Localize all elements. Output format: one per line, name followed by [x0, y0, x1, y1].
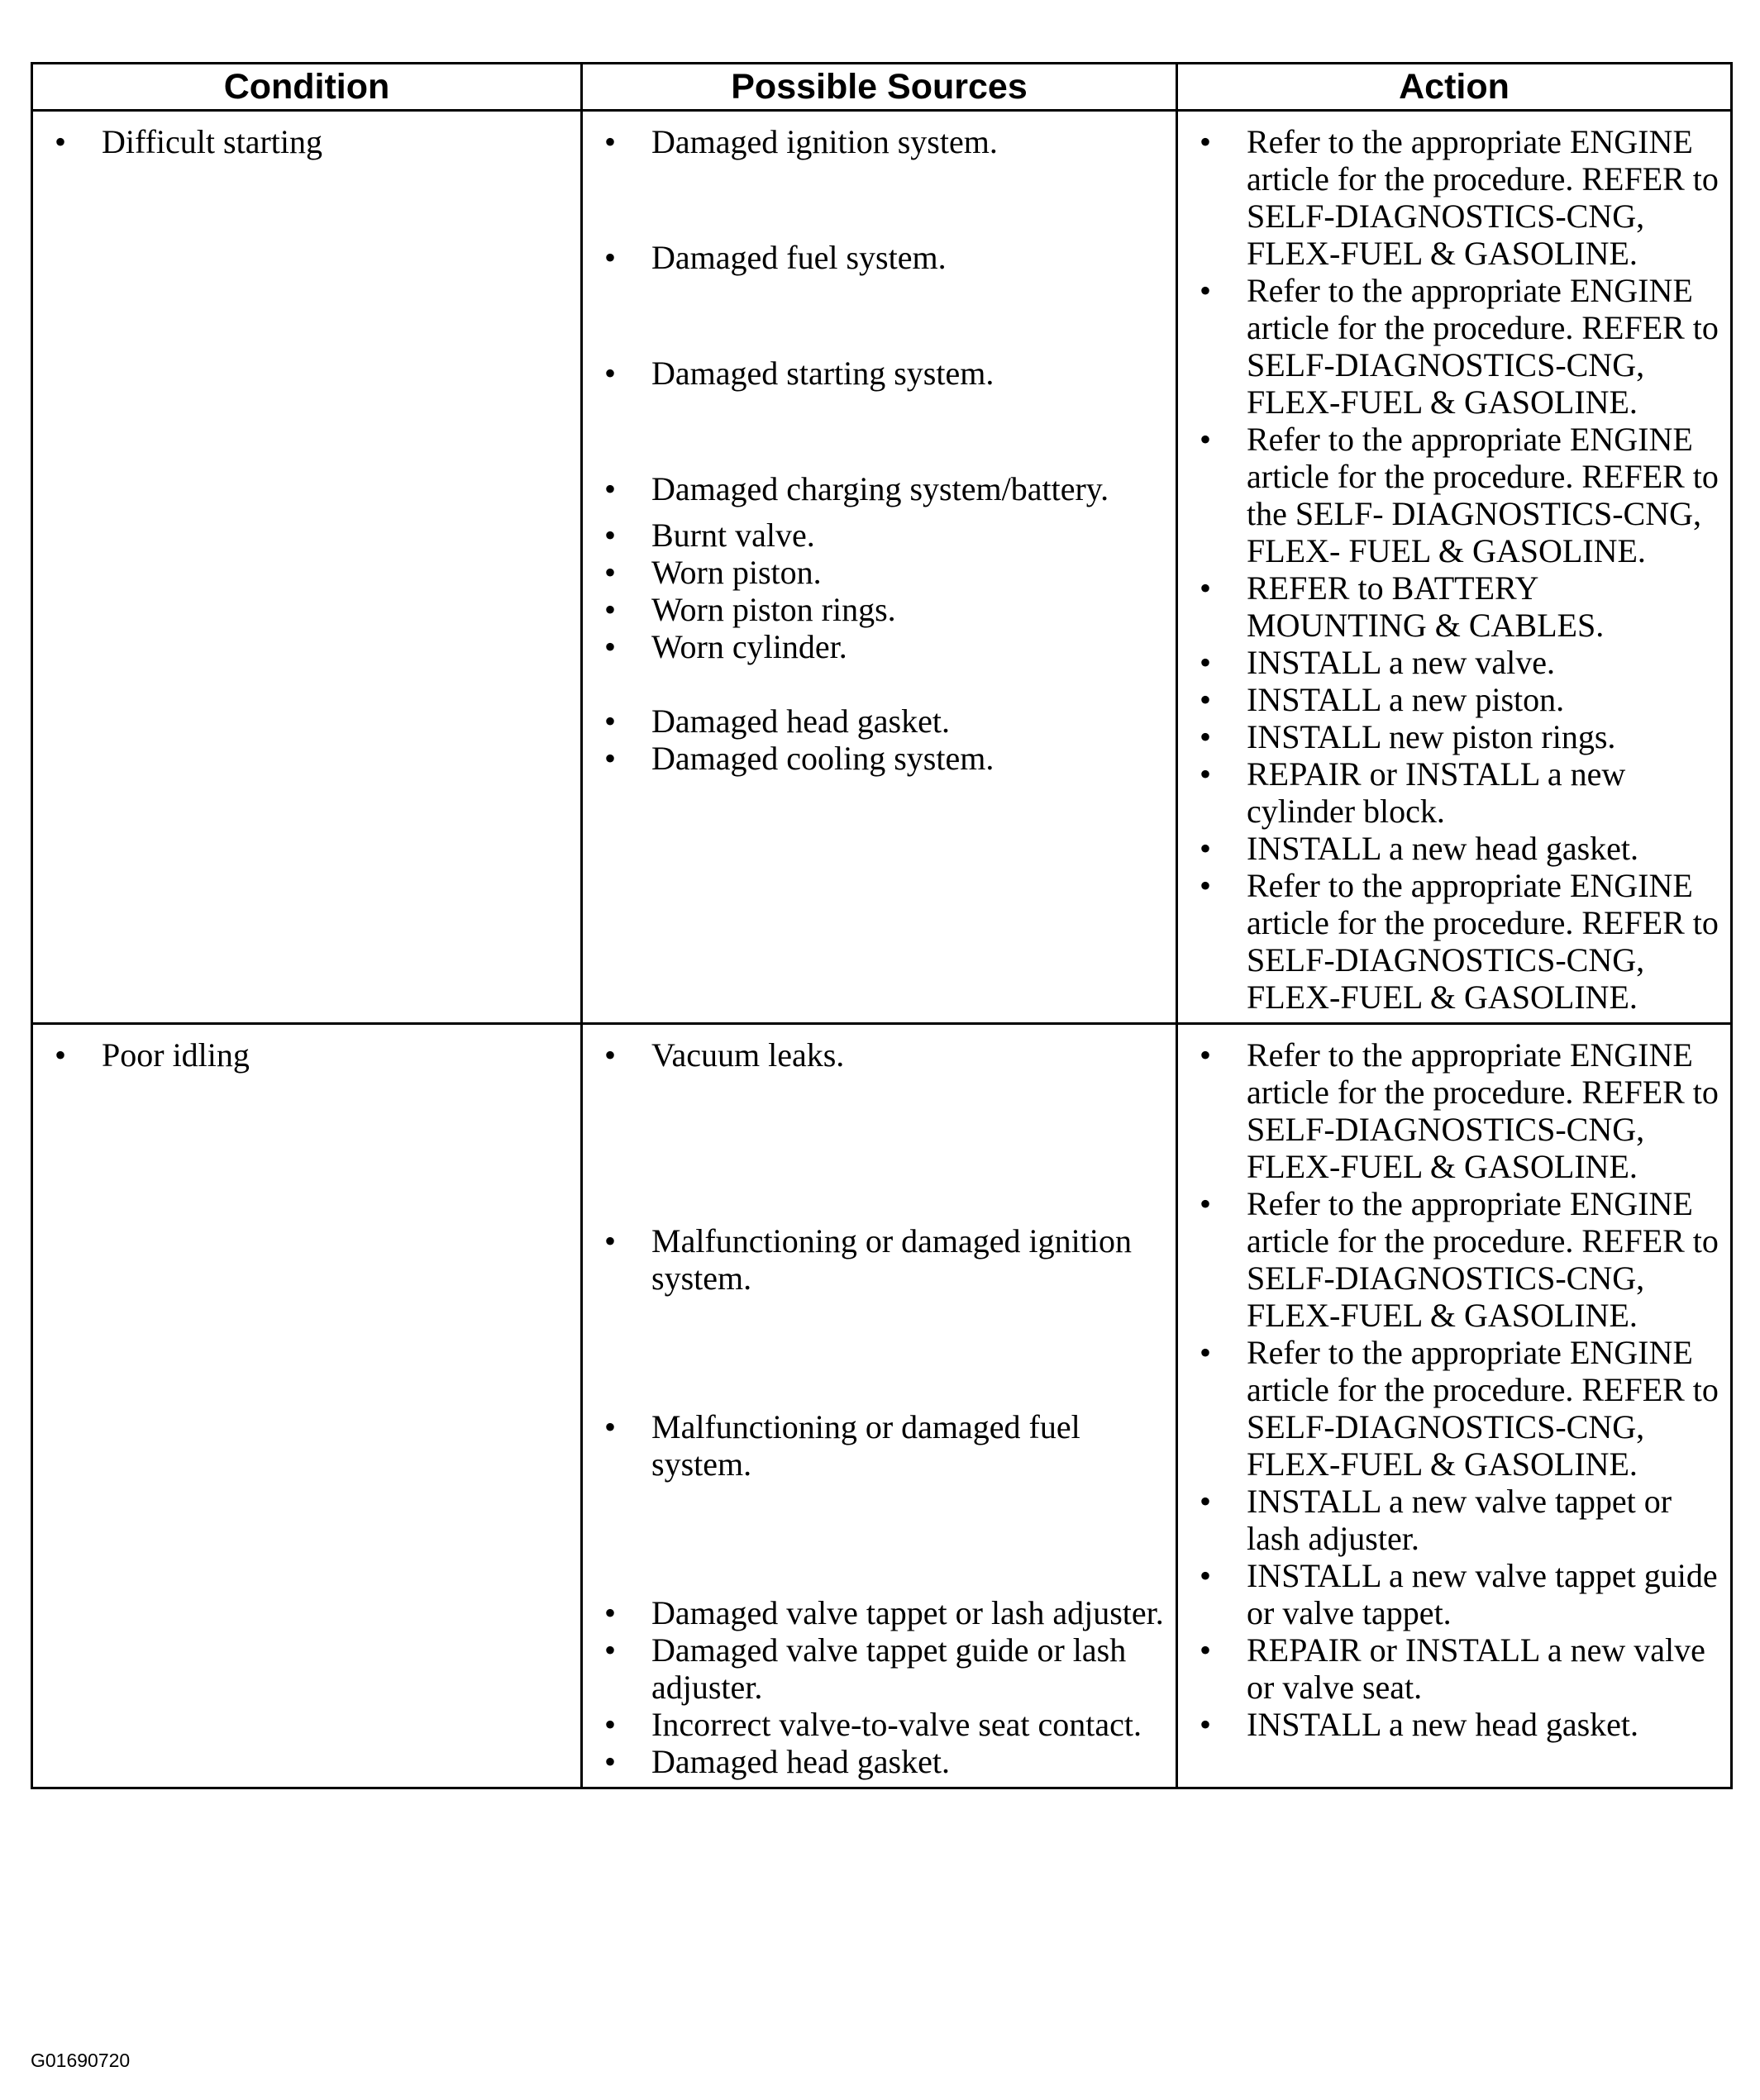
bullet-icon: •: [1199, 644, 1211, 681]
source-text: Vacuum leaks.: [651, 1036, 845, 1074]
bullet-icon: •: [603, 123, 616, 160]
source-text: Damaged fuel system.: [651, 239, 947, 276]
actions-cell: [1177, 1024, 1732, 1788]
bullet-icon: •: [603, 740, 616, 777]
bullet-icon: •: [603, 702, 616, 740]
list-item: [1178, 272, 1730, 421]
list-item: [583, 355, 1176, 470]
action-text: INSTALL a new piston.: [1247, 681, 1565, 718]
header-possible-sources: Possible Sources: [582, 64, 1177, 111]
bullet-icon: •: [603, 591, 616, 628]
list-item: [1178, 755, 1730, 830]
diagnosis-table: [31, 62, 1733, 1789]
list-item: [583, 1222, 1176, 1408]
table-row: [32, 111, 1732, 1024]
source-text: Malfunctioning or damaged fuel system.: [651, 1408, 1080, 1483]
sources-cell: [582, 111, 1177, 1024]
bullet-icon: •: [54, 123, 66, 160]
list-item: [1178, 1631, 1730, 1706]
source-text: Damaged valve tappet guide or lash adjuster.: [651, 1631, 1127, 1706]
list-item: [1178, 1334, 1730, 1483]
source-text: Worn piston.: [651, 554, 822, 591]
list-item: [583, 1631, 1176, 1706]
bullet-icon: •: [1199, 1185, 1211, 1222]
source-text: Burnt valve.: [651, 517, 815, 554]
bullet-icon: •: [603, 1594, 616, 1631]
action-text: Refer to the appropriate ENGINE article for the procedure. REFER to SELF-DIAGNOSTICS-CNG, FLEX-FUEL & GASOLINE.: [1247, 867, 1719, 1016]
source-text: Malfunctioning or damaged ignition system.: [651, 1222, 1132, 1297]
bullet-icon: •: [603, 1036, 616, 1074]
list-item: [1178, 867, 1730, 1016]
list-item: [1178, 123, 1730, 272]
bullet-icon: •: [1199, 830, 1211, 867]
list-item: [583, 1408, 1176, 1594]
list-item: [583, 554, 1176, 591]
list-item: [1178, 1483, 1730, 1557]
action-text: Refer to the appropriate ENGINE article for the procedure. REFER to SELF-DIAGNOSTICS-CNG, FLEX-FUEL & GASOLINE.: [1247, 1334, 1719, 1483]
list-item: [1178, 681, 1730, 718]
source-text: Damaged head gasket.: [651, 1743, 950, 1780]
bullet-icon: •: [1199, 569, 1211, 607]
bullet-icon: •: [54, 1036, 66, 1074]
action-text: Refer to the appropriate ENGINE article for the procedure. REFER to the SELF- DIAGNOSTICS-CNG, FLEX- FUEL & GASOLINE.: [1247, 421, 1719, 569]
bullet-icon: •: [603, 554, 616, 591]
list-item: [1178, 718, 1730, 755]
bullet-icon: •: [1199, 1334, 1211, 1371]
bullet-icon: •: [1199, 718, 1211, 755]
list-item: [583, 1743, 1176, 1780]
header-condition: Condition: [32, 64, 582, 111]
bullet-icon: •: [603, 1743, 616, 1780]
list-item: [1178, 1185, 1730, 1334]
condition-text: Poor idling: [102, 1036, 250, 1074]
list-item: [583, 470, 1176, 517]
list-item: [583, 740, 1176, 777]
action-text: INSTALL a new valve.: [1247, 644, 1555, 681]
figure-id: G01690720: [31, 2050, 131, 2071]
source-text: Damaged valve tappet or lash adjuster.: [651, 1594, 1164, 1631]
list-item: [583, 628, 1176, 702]
list-item: [1178, 1706, 1730, 1743]
action-text: INSTALL a new valve tappet guide or valve tappet.: [1247, 1557, 1718, 1631]
source-text: Damaged starting system.: [651, 355, 994, 392]
list-item: [1178, 644, 1730, 681]
bullet-icon: •: [603, 470, 616, 507]
bullet-icon: •: [603, 239, 616, 276]
bullet-icon: •: [1199, 1036, 1211, 1074]
bullet-icon: •: [1199, 1706, 1211, 1743]
source-text: Damaged charging system/battery.: [651, 470, 1109, 507]
actions-cell: [1177, 111, 1732, 1024]
list-item: [1178, 1557, 1730, 1631]
action-text: INSTALL a new head gasket.: [1247, 830, 1639, 867]
bullet-icon: •: [1199, 123, 1211, 160]
action-text: REPAIR or INSTALL a new valve or valve seat.: [1247, 1631, 1705, 1706]
action-text: Refer to the appropriate ENGINE article for the procedure. REFER to SELF-DIAGNOSTICS-CNG, FLEX-FUEL & GASOLINE.: [1247, 1036, 1719, 1185]
bullet-icon: •: [1199, 681, 1211, 718]
bullet-icon: •: [603, 1631, 616, 1669]
source-text: Damaged head gasket.: [651, 702, 950, 740]
list-item: [33, 123, 580, 160]
action-text: REPAIR or INSTALL a new cylinder block.: [1247, 755, 1626, 830]
action-text: Refer to the appropriate ENGINE article for the procedure. REFER to SELF-DIAGNOSTICS-CNG, FLEX-FUEL & GASOLINE.: [1247, 1185, 1719, 1334]
table-row: [32, 1024, 1732, 1788]
action-text: Refer to the appropriate ENGINE article for the procedure. REFER to SELF-DIAGNOSTICS-CNG, FLEX-FUEL & GASOLINE.: [1247, 123, 1719, 272]
bullet-icon: •: [603, 517, 616, 554]
action-text: Refer to the appropriate ENGINE article for the procedure. REFER to SELF-DIAGNOSTICS-CNG, FLEX-FUEL & GASOLINE.: [1247, 272, 1719, 421]
source-text: Damaged ignition system.: [651, 123, 998, 160]
source-text: Incorrect valve-to-valve seat contact.: [651, 1706, 1142, 1743]
sources-cell: [582, 1024, 1177, 1788]
action-text: INSTALL new piston rings.: [1247, 718, 1616, 755]
action-text: INSTALL a new head gasket.: [1247, 1706, 1639, 1743]
bullet-icon: •: [1199, 1483, 1211, 1520]
list-item: [583, 1706, 1176, 1743]
bullet-icon: •: [603, 1706, 616, 1743]
list-item: [1178, 830, 1730, 867]
source-text: Worn piston rings.: [651, 591, 896, 628]
bullet-icon: •: [1199, 755, 1211, 793]
list-item: [583, 239, 1176, 355]
bullet-icon: •: [603, 355, 616, 392]
bullet-icon: •: [1199, 272, 1211, 309]
list-item: [1178, 1036, 1730, 1185]
list-item: [583, 1036, 1176, 1222]
bullet-icon: •: [1199, 421, 1211, 458]
source-text: Damaged cooling system.: [651, 740, 994, 777]
condition-cell: [32, 111, 582, 1024]
list-item: [583, 517, 1176, 554]
list-item: [583, 123, 1176, 239]
list-item: [583, 1594, 1176, 1631]
list-item: [33, 1036, 580, 1074]
header-action: Action: [1177, 64, 1732, 111]
bullet-icon: •: [1199, 1631, 1211, 1669]
source-text: Worn cylinder.: [651, 628, 847, 665]
bullet-icon: •: [603, 1408, 616, 1445]
action-text: INSTALL a new valve tappet or lash adjuster.: [1247, 1483, 1672, 1557]
condition-text: Difficult starting: [102, 123, 322, 160]
header-row: [32, 64, 1732, 111]
list-item: [1178, 569, 1730, 644]
action-text: REFER to BATTERY MOUNTING & CABLES.: [1247, 569, 1605, 644]
bullet-icon: •: [1199, 1557, 1211, 1594]
list-item: [1178, 421, 1730, 569]
list-item: [583, 702, 1176, 740]
list-item: [583, 591, 1176, 628]
bullet-icon: •: [603, 628, 616, 665]
bullet-icon: •: [1199, 867, 1211, 904]
bullet-icon: •: [603, 1222, 616, 1260]
condition-cell: [32, 1024, 582, 1788]
